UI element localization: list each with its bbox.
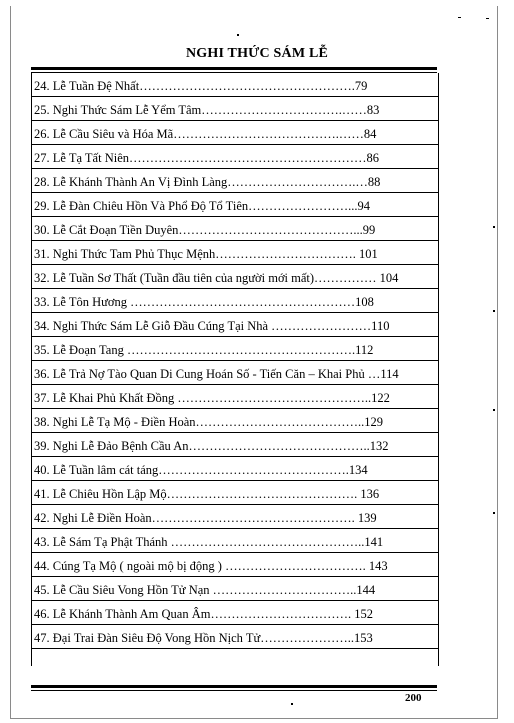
scan-speck: [493, 310, 495, 312]
toc-entry: [32, 97, 438, 121]
toc-entry-text: 27. Lễ Tạ Tất Niên…………………………………………………86: [34, 151, 379, 165]
toc-entry-text: 35. Lễ Đoạn Tang ……………………………………………….112: [34, 343, 374, 357]
scan-speck: [486, 18, 489, 19]
toc-entry: [32, 481, 438, 505]
toc-entry: [32, 625, 438, 649]
toc-entry-text: 29. Lễ Đàn Chiêu Hồn Và Phổ Độ Tổ Tiên……………………...94: [34, 199, 370, 213]
toc-entry-text: 38. Nghi Lễ Tạ Mộ - Điền Hoàn…………………………………..129: [34, 415, 384, 429]
toc-entry: [32, 409, 438, 433]
toc-entry: [32, 529, 438, 553]
scan-speck: [458, 17, 461, 18]
toc-entry-text: 47. Đại Trai Đàn Siêu Độ Vong Hồn Nịch Tử…………………..153: [34, 631, 373, 645]
scan-speck: [493, 409, 495, 411]
toc-entry: [32, 433, 438, 457]
toc-entry: [32, 361, 438, 385]
toc-entry-text: 36. Lễ Trả Nợ Tào Quan Di Cung Hoán Số - Tiến Căn – Khai Phủ …114: [34, 367, 399, 381]
toc-entry: [32, 505, 438, 529]
toc-entry-text: 32. Lễ Tuần Sơ Thất (Tuần đầu tiên của người mới mất)…………… 104: [34, 271, 399, 285]
scan-speck: [237, 34, 239, 36]
toc-entry-text: 39. Nghi Lễ Đảo Bệnh Cầu An……………………………………..132: [34, 439, 389, 453]
scan-speck: [291, 703, 293, 705]
toc-entry-text: 28. Lễ Khánh Thành An Vị Đình Làng………………………….…88: [34, 175, 381, 189]
toc-entry: [32, 577, 438, 601]
scan-speck: [493, 226, 495, 228]
page-number: 200: [405, 692, 422, 704]
toc-entry: [32, 73, 438, 97]
toc-entry-text: 37. Lễ Khai Phủ Khất Đồng ………………………………………..122: [34, 391, 390, 405]
footer-rule-thin: [31, 690, 437, 691]
toc-entry: [32, 145, 438, 169]
toc-entry-text: 46. Lễ Khánh Thành Am Quan Âm……………………………. 152: [34, 607, 373, 621]
toc-entry: [32, 337, 438, 361]
footer-rule: [31, 685, 437, 688]
toc-entry-text: 40. Lễ Tuần lâm cát táng……………………………………….134: [34, 463, 368, 477]
toc-entry-text: 25. Nghi Thức Sám Lễ Yểm Tâm…………………………….……83: [34, 103, 380, 117]
table-of-contents: [31, 73, 439, 666]
toc-entry: [32, 601, 438, 625]
toc-entry: [32, 385, 438, 409]
toc-entry: [32, 241, 438, 265]
toc-entry: [32, 217, 438, 241]
toc-entry: [32, 265, 438, 289]
toc-entry: [32, 313, 438, 337]
scan-speck: [493, 512, 495, 514]
toc-entry: [32, 193, 438, 217]
toc-entry: [32, 289, 438, 313]
page-header-title: NGHI THỨC SÁM LỄ: [185, 46, 329, 61]
toc-entry-text: 43. Lễ Sám Tạ Phật Thánh ………………………………………..141: [34, 535, 384, 549]
toc-entry-text: 41. Lễ Chiêu Hồn Lập Mộ………………………………………. 136: [34, 487, 380, 501]
toc-entry-text: 30. Lễ Cắt Đoạn Tiền Duyên……………………………………...99: [34, 223, 376, 237]
toc-entry: [32, 169, 438, 193]
header-rule: [31, 67, 437, 70]
toc-entry-text: 42. Nghi Lễ Điền Hoàn…………………………………………. 139: [34, 511, 377, 525]
toc-entry: [32, 121, 438, 145]
toc-entry-text: 33. Lễ Tôn Hương ………………………………………………108: [34, 295, 374, 309]
toc-entry-text: 26. Lễ Cầu Siêu và Hóa Mã………………………………….……84: [34, 127, 377, 141]
toc-entry-text: 31. Nghi Thức Tam Phủ Thục Mệnh……………………………. 101: [34, 247, 378, 261]
toc-entry-text: 45. Lễ Cầu Siêu Vong Hồn Tử Nạn ……………………………..144: [34, 583, 376, 597]
toc-entry: [32, 553, 438, 577]
toc-entry-text: 44. Cúng Tạ Mộ ( ngoài mộ bị động ) ……………………………. 143: [34, 559, 388, 573]
toc-entry-text: 34. Nghi Thức Sám Lễ Giỗ Đầu Cúng Tại Nhà ……………………110: [34, 319, 390, 333]
toc-entry-text: 24. Lễ Tuần Đệ Nhất…………………………………………….79: [34, 79, 368, 93]
toc-entry: [32, 457, 438, 481]
